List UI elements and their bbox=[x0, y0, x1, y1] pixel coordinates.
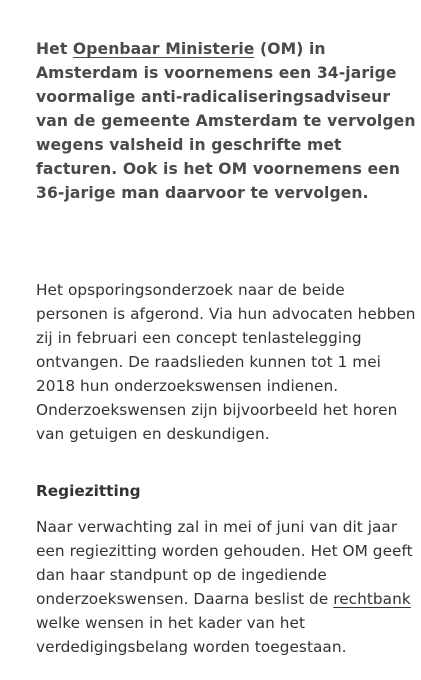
paragraph2-text-post: welke wensen in het kader van het verdedigingsbelang worden toegestaan. bbox=[36, 614, 347, 656]
article-lead bbox=[36, 37, 416, 205]
paragraph2-text-pre: Naar verwachting zal in mei of juni van dit jaar een regiezitting worden gehouden. Het OM geeft dan haar standpunt op de ingediende onderzoekswensen. Daarna beslist de bbox=[36, 518, 413, 608]
lead-text-post: (OM) in Amsterdam is voornemens een 34-jarige voormalige anti-radicaliseringsadviseur van de gemeente Amsterdam te vervolgen wegens valsheid in geschrifte met facturen. Ook is het OM voornemens een 36-jarige man daarvoor te vervolgen. bbox=[36, 40, 416, 202]
paragraph-regiezitting bbox=[36, 515, 416, 659]
article-body bbox=[36, 37, 416, 656]
lead-text-pre: Het bbox=[36, 40, 73, 58]
openbaar-ministerie-link[interactable]: Openbaar Ministerie bbox=[72, 40, 255, 58]
subheading-regiezitting: Regiezitting bbox=[36, 482, 141, 500]
paragraph-investigation: Het opsporingsonderzoek naar de beide personen is afgerond. Via hun advocaten hebben zij in februari een concept tenlastelegging ontvangen. De raadslieden kunnen tot 1 mei 2018 hun onderzoekswensen indienen. Onderzoekswensen zijn bijvoorbeeld het horen van getuigen en deskundigen. bbox=[36, 281, 416, 443]
rechtbank-link[interactable]: rechtbank bbox=[333, 590, 411, 608]
